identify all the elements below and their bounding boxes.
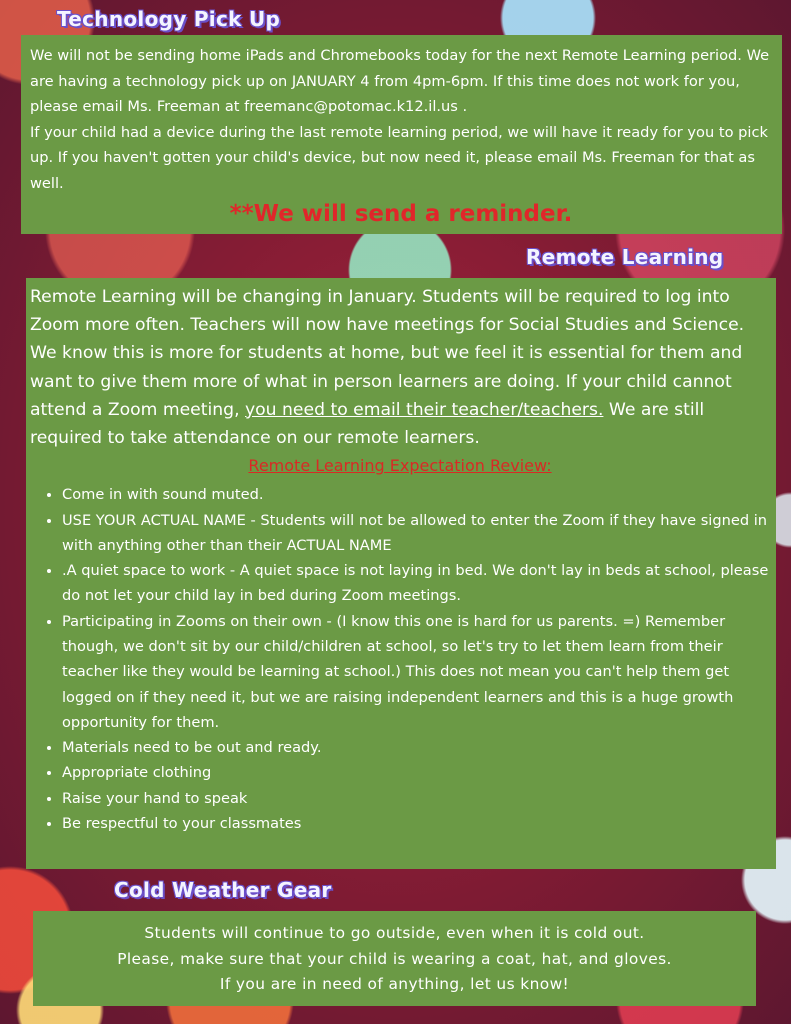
attendance-text: We are still required to take attendance on our remote learners.	[30, 399, 705, 449]
cold-weather-panel	[33, 911, 756, 1006]
remote-learning-intro	[30, 283, 770, 452]
remote-learning-panel	[26, 278, 776, 869]
expectation-item: • Appropriate clothing	[62, 760, 770, 785]
reminder-note: **We will send a reminder.	[229, 201, 573, 227]
tech-pickup-heading: Technology Pick Up	[57, 7, 281, 31]
tech-pickup-panel	[21, 35, 782, 234]
cold-weather-line-1: Students will continue to go outside, even when it is cold out.	[144, 924, 645, 942]
remote-learning-heading: Remote Learning	[526, 245, 724, 269]
cold-weather-line-2: Please, make sure that your child is wearing a coat, hat, and gloves.	[117, 949, 672, 968]
intro-text: Remote Learning will be changing in January. Students will be required to log into Zoom more often. Teachers will now have meetings for Social Studies and Science. We know this is more for students at home, but we feel it is essential for them and want to give them more of what in person learners are doing. If your child cannot attend a Zoom meeting,	[30, 287, 745, 420]
expectation-item: • Raise your hand to speak	[62, 786, 770, 811]
cold-weather-heading: Cold Weather Gear	[114, 878, 332, 902]
expectation-item: • Participating in Zooms on their own - (I know this one is hard for us parents. =) Remember though, we don't sit by our child/children at school, so let's try to let them learn from their teacher like they would be learning at school.) This does not mean you can't help them get logged on if they need it, but we are raising independent learners and this is a huge growth opportunity for them.	[62, 609, 770, 735]
expectation-item: • Materials need to be out and ready.	[62, 735, 770, 760]
expectations-list	[30, 482, 770, 836]
email-teacher-note: you need to email their teacher/teachers.	[245, 399, 604, 420]
tech-pickup-paragraph-2: If your child had a device during the last remote learning period, we will have it ready for you to pick up. If you haven't gotten your child's device, but now need it, please email Ms. Freeman for that as well.	[30, 123, 768, 192]
expectation-item: • Be respectful to your classmates	[62, 811, 770, 836]
expectation-item: • USE YOUR ACTUAL NAME - Students will not be allowed to enter the Zoom if they have signed in with anything other than their ACTUAL NAME	[62, 508, 770, 559]
expectations-title: Remote Learning Expectation Review:	[248, 456, 552, 476]
expectation-item: • .A quiet space to work - A quiet space is not laying in bed. We don't lay in beds at school, please do not let your child lay in bed during Zoom meetings.	[62, 558, 770, 609]
expectation-item: • Come in with sound muted.	[62, 482, 770, 507]
cold-weather-line-3: If you are in need of anything, let us know!	[219, 975, 570, 993]
tech-pickup-paragraph-1: We will not be sending home iPads and Chromebooks today for the next Remote Learning period. We are having a technology pick up on JANUARY 4 from 4pm-6pm. If this time does not work for you, please email Ms. Freeman at freemanc@potomac.k12.il.us .	[30, 47, 770, 115]
